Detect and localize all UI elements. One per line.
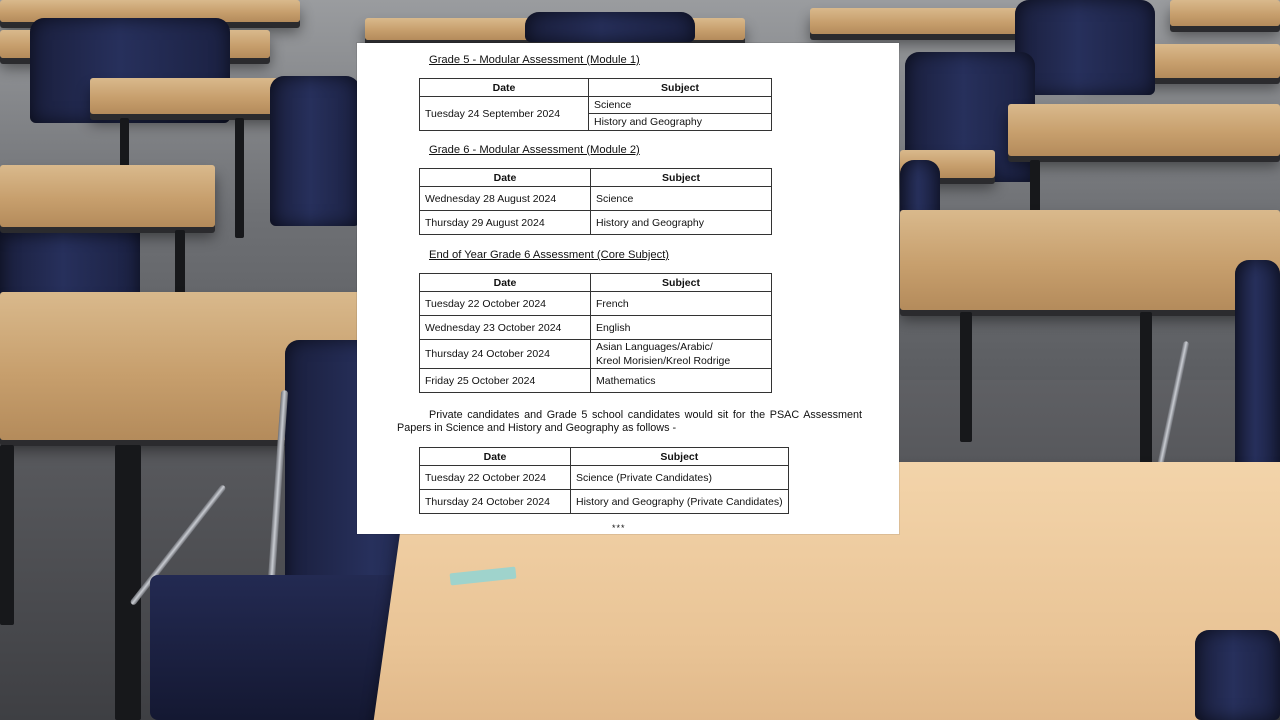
date-cell: Thursday 24 October 2024 bbox=[420, 490, 571, 514]
date-cell: Tuesday 22 October 2024 bbox=[420, 466, 571, 490]
table-row bbox=[420, 292, 772, 316]
grade5-table bbox=[419, 78, 772, 131]
table-row bbox=[420, 490, 789, 514]
date-cell: Thursday 29 August 2024 bbox=[420, 211, 591, 235]
grade6-module2-table bbox=[419, 168, 772, 235]
section-heading-grade5: Grade 5 - Modular Assessment (Module 1) bbox=[429, 54, 640, 66]
column-header-date: Date bbox=[420, 169, 591, 187]
desk bbox=[900, 210, 1280, 310]
subject-cell: History and Geography (Private Candidates) bbox=[571, 490, 789, 514]
date-cell: Wednesday 23 October 2024 bbox=[420, 316, 591, 340]
desk-leg bbox=[1140, 312, 1152, 472]
subject-cell: History and Geography bbox=[589, 114, 772, 131]
column-header-date: Date bbox=[420, 274, 591, 292]
subject-cell bbox=[591, 340, 772, 369]
subject-cell: Science bbox=[591, 187, 772, 211]
date-cell: Thursday 24 October 2024 bbox=[420, 340, 591, 369]
subject-cell: French bbox=[591, 292, 772, 316]
desk-leg bbox=[235, 118, 244, 238]
desk-leg bbox=[960, 312, 972, 442]
desk bbox=[810, 8, 1040, 34]
chair bbox=[270, 76, 360, 226]
subject-cell: History and Geography bbox=[591, 211, 772, 235]
column-header-date: Date bbox=[420, 448, 571, 466]
chair bbox=[1015, 0, 1155, 95]
desk bbox=[1008, 104, 1280, 156]
date-cell: Friday 25 October 2024 bbox=[420, 369, 591, 393]
column-header-subject: Subject bbox=[591, 169, 772, 187]
desk-leg bbox=[0, 445, 14, 625]
private-candidates-table bbox=[419, 447, 789, 514]
private-candidates-paragraph bbox=[397, 409, 862, 435]
paragraph-text: Private candidates and Grade 5 school candidates would sit for the PSAC Assessment Papers in Science and History and Geography as follows - bbox=[397, 409, 862, 435]
section-heading-grade6-module2: Grade 6 - Modular Assessment (Module 2) bbox=[429, 144, 640, 156]
table-row bbox=[420, 97, 772, 114]
desk bbox=[0, 165, 215, 227]
subject-line: Kreol Morisien/Kreol Rodrige bbox=[596, 355, 731, 367]
table-row bbox=[420, 316, 772, 340]
table-row bbox=[420, 466, 789, 490]
subject-line: Asian Languages/Arabic/ bbox=[596, 341, 713, 353]
desk-leg bbox=[115, 445, 141, 720]
subject-cell: Science (Private Candidates) bbox=[571, 466, 789, 490]
exam-timetable-document bbox=[357, 43, 899, 534]
date-cell: Wednesday 28 August 2024 bbox=[420, 187, 591, 211]
section-heading-end-of-year: End of Year Grade 6 Assessment (Core Subject) bbox=[429, 249, 670, 261]
date-cell: Tuesday 22 October 2024 bbox=[420, 292, 591, 316]
subject-cell: English bbox=[591, 316, 772, 340]
table-row bbox=[420, 187, 772, 211]
desk bbox=[1170, 0, 1280, 26]
date-cell: Tuesday 24 September 2024 bbox=[420, 97, 589, 131]
chair bbox=[1195, 630, 1280, 720]
end-of-year-table bbox=[419, 273, 772, 393]
table-row bbox=[420, 211, 772, 235]
column-header-subject: Subject bbox=[571, 448, 789, 466]
chair bbox=[525, 12, 695, 42]
subject-cell: Mathematics bbox=[591, 369, 772, 393]
table-row bbox=[420, 369, 772, 393]
column-header-date: Date bbox=[420, 79, 589, 97]
end-of-document-mark: *** bbox=[612, 523, 626, 533]
column-header-subject: Subject bbox=[591, 274, 772, 292]
column-header-subject: Subject bbox=[589, 79, 772, 97]
subject-cell: Science bbox=[589, 97, 772, 114]
table-row bbox=[420, 340, 772, 369]
